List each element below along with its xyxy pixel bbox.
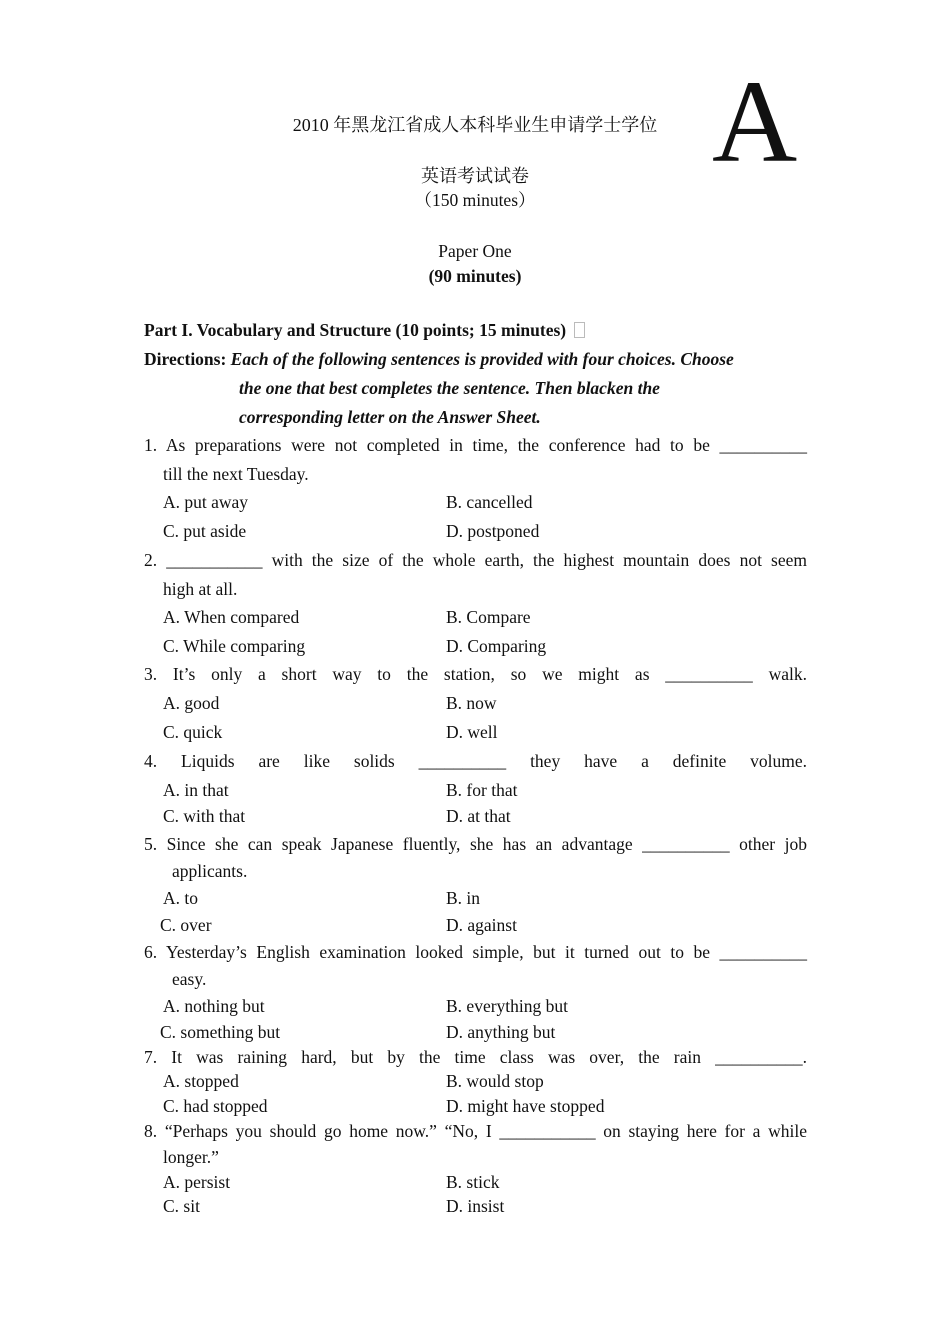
question-stem: 2. ___________ with the size of the whole earth, the highest mountain does not seem — [144, 550, 807, 570]
question-stem: 4. Liquids are like solids __________ they have a definite volume. — [144, 751, 807, 771]
option-b: B. would stop — [446, 1071, 544, 1091]
option-b: B. everything but — [446, 996, 568, 1016]
option-a: A. in that — [163, 780, 229, 800]
option-d: D. well — [446, 722, 498, 742]
paper-version-letter: A — [712, 56, 798, 187]
question-stem-continued: high at all. — [163, 579, 238, 599]
missing-glyph-icon — [574, 322, 585, 338]
option-b: B. for that — [446, 780, 518, 800]
question-stem-continued: till the next Tuesday. — [163, 464, 309, 484]
question-stem: 6. Yesterday’s English examination looked simple, but it turned out to be __________ — [144, 942, 807, 962]
option-c: C. over — [160, 915, 212, 935]
question-stem: 5. Since she can speak Japanese fluently, she has an advantage __________ other job — [144, 834, 807, 854]
question-stem: 7. It was raining hard, but by the time class was over, the rain __________. — [144, 1047, 807, 1067]
question-stem-continued: applicants. — [172, 861, 248, 881]
option-c: C. had stopped — [163, 1096, 268, 1116]
option-b: B. stick — [446, 1172, 500, 1192]
option-d: D. insist — [446, 1196, 505, 1216]
option-c: C. While comparing — [163, 636, 306, 656]
option-d: D. might have stopped — [446, 1096, 605, 1116]
question-stem-continued: longer.” — [163, 1147, 219, 1167]
option-c: C. with that — [163, 806, 246, 826]
question-stem: 1. As preparations were not completed in time, the conference had to be __________ — [144, 435, 807, 455]
option-a: A. When compared — [163, 607, 300, 627]
option-d: D. Comparing — [446, 636, 547, 656]
exam-subtitle: 英语考试试卷 — [421, 166, 529, 186]
option-c: C. sit — [163, 1196, 200, 1216]
option-d: D. at that — [446, 806, 511, 826]
option-d: D. anything but — [446, 1022, 556, 1042]
option-a: A. persist — [163, 1172, 231, 1192]
option-b: B. now — [446, 693, 497, 713]
option-d: D. postponed — [446, 521, 540, 541]
part-heading-text: Part I. Vocabulary and Structure (10 points; 15 minutes) — [144, 320, 567, 340]
directions-label: Directions: — [144, 349, 227, 369]
question-stem-continued: easy. — [172, 969, 207, 989]
option-a: A. to — [163, 888, 198, 908]
directions-line-1 — [144, 348, 734, 370]
option-d: D. against — [446, 915, 517, 935]
option-a: A. good — [163, 693, 220, 713]
question-stem: 3. It’s only a short way to the station, so we might as __________ walk. — [144, 664, 807, 684]
directions-line-3: corresponding letter on the Answer Sheet. — [239, 407, 541, 427]
option-a: A. stopped — [163, 1071, 239, 1091]
option-c: C. quick — [163, 722, 223, 742]
total-time: （150 minutes） — [414, 190, 536, 210]
option-b: B. in — [446, 888, 481, 908]
option-c: C. something but — [160, 1022, 281, 1042]
exam-title: 2010 年黑龙江省成人本科毕业生申请学士学位 — [292, 115, 658, 135]
paper-name: Paper One — [438, 241, 512, 261]
option-a: A. put away — [163, 492, 249, 512]
question-stem: 8. “Perhaps you should go home now.” “No, I ___________ on staying here for a while — [144, 1121, 807, 1141]
option-b: B. Compare — [446, 607, 531, 627]
part-heading — [144, 319, 585, 341]
directions-text: Each of the following sentences is provided with four choices. Choose — [230, 349, 734, 369]
option-a: A. nothing but — [163, 996, 265, 1016]
option-c: C. put aside — [163, 521, 247, 541]
directions-line-2: the one that best completes the sentence. Then blacken the — [239, 378, 660, 398]
option-b: B. cancelled — [446, 492, 533, 512]
paper-time: (90 minutes) — [428, 266, 522, 286]
